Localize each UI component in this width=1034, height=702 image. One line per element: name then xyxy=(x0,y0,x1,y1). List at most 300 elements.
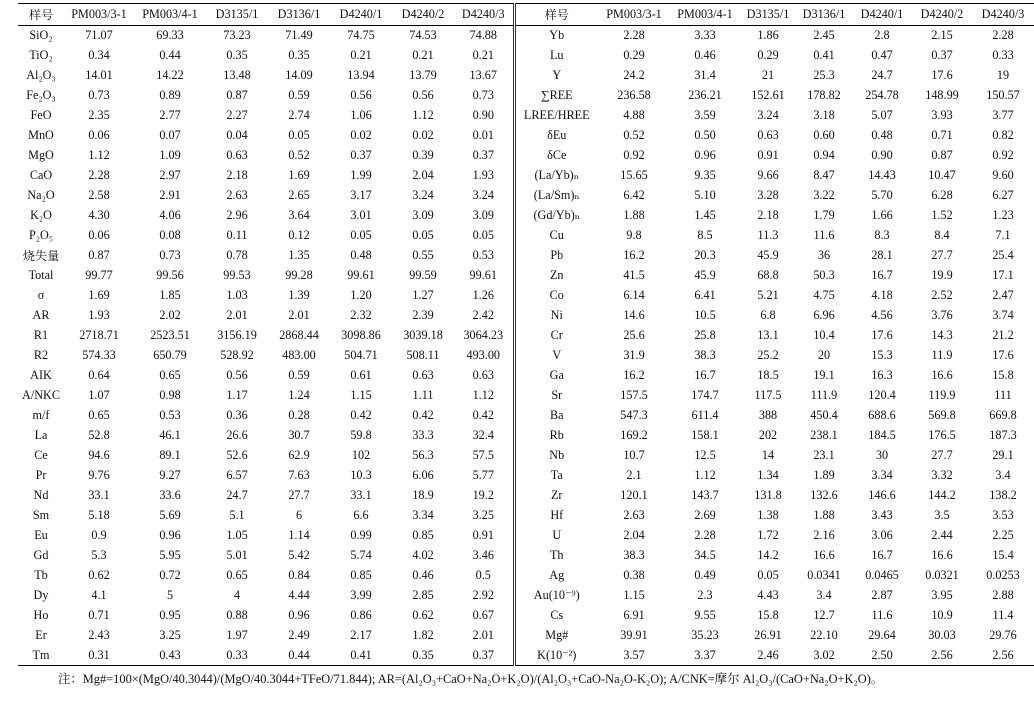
row-label: R1 xyxy=(33,328,49,342)
cell-value: 144.2 xyxy=(928,488,956,502)
row-label: Zr xyxy=(514,486,598,506)
cell-value: 0.36 xyxy=(226,408,248,422)
table-row xyxy=(18,506,1034,526)
cell-value: 21.2 xyxy=(992,328,1014,342)
cell-value: 74.75 xyxy=(347,28,375,43)
cell-value: 45.9 xyxy=(757,248,779,262)
cell-value: 31.9 xyxy=(623,348,645,362)
cell-value: 3.43 xyxy=(871,508,893,522)
cell-value: 6 xyxy=(295,508,303,522)
cell-value: 3.01 xyxy=(350,208,372,222)
table-row xyxy=(18,466,1034,486)
row-label: δEu xyxy=(514,126,598,146)
cell-value: 19 xyxy=(996,68,1010,82)
cell-value: 6.27 xyxy=(992,188,1014,202)
row-label: Ba xyxy=(514,406,598,426)
cell-value: 25.8 xyxy=(694,328,716,342)
cell-value: 0.59 xyxy=(288,88,310,102)
cell-value: 7.1 xyxy=(995,228,1011,242)
cell-value: 2.04 xyxy=(623,528,645,542)
header-label-column: 样号 xyxy=(18,4,64,26)
cell-value: 0.56 xyxy=(226,368,248,382)
cell-value: 236.21 xyxy=(688,88,722,102)
cell-value: 2.97 xyxy=(159,168,181,182)
cell-value: 25.4 xyxy=(992,248,1014,262)
cell-value: 0.91 xyxy=(472,528,494,542)
cell-value: 0.21 xyxy=(350,48,372,62)
cell-value: 27.7 xyxy=(288,488,310,502)
cell-value: 1.35 xyxy=(288,248,310,262)
cell-value: 69.33 xyxy=(156,28,184,43)
row-label: CaO xyxy=(29,168,53,182)
cell-value: 4.02 xyxy=(412,548,434,562)
cell-value: 16.7 xyxy=(871,548,893,562)
header-sample-3: D3135/1 xyxy=(740,4,796,26)
cell-value: 1.17 xyxy=(226,388,248,402)
cell-value: 3.64 xyxy=(288,208,310,222)
cell-value: 1.09 xyxy=(159,148,181,162)
table-footnote: 注：Mg#=100×(MgO/40.3044)/(MgO/40.3044+TFeO/71.844); AR=(Al₂O₃+CaO+Na₂O+K₂O)/(Al₂O₃+CaO-Na₂O-K₂O); A/CNK=摩尔 Al₂O₃/(CaO+Na₂O+K₂O)。 xyxy=(58,672,884,686)
cell-value: 0.42 xyxy=(472,408,494,422)
cell-value: 0.94 xyxy=(813,148,835,162)
cell-value: 102 xyxy=(351,448,371,462)
cell-value: 1.99 xyxy=(350,168,372,182)
cell-value: 0.53 xyxy=(159,408,181,422)
header-sample-2: PM003/4-1 xyxy=(670,4,740,26)
cell-value: 504.71 xyxy=(344,348,378,362)
cell-value: 236.58 xyxy=(617,88,651,102)
cell-value: 16.7 xyxy=(871,268,893,282)
cell-value: 4.43 xyxy=(757,588,779,602)
cell-value: 46.1 xyxy=(159,428,181,442)
cell-value: 7.63 xyxy=(288,468,310,482)
cell-value: 14.6 xyxy=(623,308,645,322)
cell-value: 4.30 xyxy=(88,208,110,222)
cell-value: 2.50 xyxy=(852,646,912,666)
row-label: Sr xyxy=(514,386,598,406)
cell-value: 3.77 xyxy=(992,108,1014,122)
row-label: Eu xyxy=(34,528,48,542)
cell-value: 1.38 xyxy=(757,508,779,522)
cell-value: 24.2 xyxy=(623,68,645,82)
cell-value: 0.02 xyxy=(350,128,372,142)
row-label: Tm xyxy=(18,646,64,666)
data-table xyxy=(18,3,1034,666)
cell-value: 3.24 xyxy=(412,188,434,202)
cell-value: 688.6 xyxy=(868,408,896,422)
cell-value: 0.06 xyxy=(88,128,110,142)
cell-value: 9.27 xyxy=(159,468,181,482)
cell-value: 2.18 xyxy=(226,168,248,182)
cell-value: 152.61 xyxy=(751,88,785,102)
header-sample-3: D3135/1 xyxy=(206,4,268,26)
cell-value: 0.05 xyxy=(288,128,310,142)
cell-value: 4.44 xyxy=(288,588,310,602)
cell-value: 13.79 xyxy=(409,68,437,82)
cell-value: 1.79 xyxy=(813,208,835,222)
cell-value: 0.21 xyxy=(472,48,494,62)
cell-value: 1.69 xyxy=(88,288,110,302)
cell-value: 27.7 xyxy=(931,448,953,462)
cell-value: 0.65 xyxy=(88,408,110,422)
cell-value: 4.1 xyxy=(91,588,107,602)
cell-value: 119.9 xyxy=(928,388,956,402)
cell-value: 1.26 xyxy=(472,288,494,302)
cell-value: 6.6 xyxy=(353,508,369,522)
header-row xyxy=(18,4,1034,26)
cell-value: 0.82 xyxy=(992,128,1014,142)
cell-value: 9.35 xyxy=(694,168,716,182)
table-row xyxy=(18,386,1034,406)
cell-value: 10.4 xyxy=(813,328,835,342)
cell-value: 138.2 xyxy=(989,488,1017,502)
cell-value: 0.02 xyxy=(412,128,434,142)
cell-value: 2.15 xyxy=(931,28,953,43)
cell-value: 33.6 xyxy=(159,488,181,502)
cell-value: 132.6 xyxy=(810,488,838,502)
cell-value: 0.05 xyxy=(757,568,779,582)
cell-value: 0.89 xyxy=(159,88,181,102)
row-label: Pr xyxy=(35,468,47,482)
cell-value: 2.44 xyxy=(931,528,953,542)
row-label: Cu xyxy=(514,226,598,246)
cell-value: 38.3 xyxy=(623,548,645,562)
header-sample-6: D4240/2 xyxy=(392,4,454,26)
cell-value: 388 xyxy=(758,408,778,422)
row-label: Yb xyxy=(514,26,598,46)
cell-value: 3.99 xyxy=(350,588,372,602)
cell-value: 5.42 xyxy=(288,548,310,562)
cell-value: 0.35 xyxy=(392,646,454,666)
cell-value: 15.8 xyxy=(757,608,779,622)
row-label: Ho xyxy=(33,608,49,622)
cell-value: 14.2 xyxy=(757,548,779,562)
row-label: TiO₂ xyxy=(29,48,53,62)
row-label: A/NKC xyxy=(22,388,60,402)
row-label: Au(10⁻⁹) xyxy=(514,586,598,606)
cell-value: 0.95 xyxy=(159,608,181,622)
cell-value: 1.39 xyxy=(288,288,310,302)
cell-value: 0.56 xyxy=(350,88,372,102)
cell-value: 0.87 xyxy=(226,88,248,102)
cell-value: 28.1 xyxy=(871,248,893,262)
header-sample-7: D4240/3 xyxy=(454,4,514,26)
row-label: Co xyxy=(514,286,598,306)
cell-value: 4.56 xyxy=(871,308,893,322)
row-label: Zn xyxy=(514,266,598,286)
cell-value: 24.7 xyxy=(871,68,893,82)
cell-value: 0.92 xyxy=(992,148,1014,162)
cell-value: 2.92 xyxy=(472,588,494,602)
cell-value: 31.4 xyxy=(694,68,716,82)
cell-value: 158.1 xyxy=(691,428,719,442)
cell-value: 1.85 xyxy=(159,288,181,302)
cell-value: 9.8 xyxy=(626,228,642,242)
cell-value: 2.18 xyxy=(757,208,779,222)
cell-value: 4.88 xyxy=(623,108,645,122)
cell-value: 0.92 xyxy=(623,148,645,162)
cell-value: 0.49 xyxy=(694,568,716,582)
cell-value: 1.12 xyxy=(412,108,434,122)
row-label: Ga xyxy=(514,366,598,386)
cell-value: 0.55 xyxy=(412,248,434,262)
cell-value: 5.07 xyxy=(871,108,893,122)
cell-value: 2.25 xyxy=(992,528,1014,542)
cell-value: 111.9 xyxy=(810,388,838,402)
cell-value: 0.78 xyxy=(226,248,248,262)
table-row xyxy=(18,286,1034,306)
cell-value: 39.91 xyxy=(620,628,648,642)
cell-value: 30.7 xyxy=(288,428,310,442)
cell-value: 493.00 xyxy=(466,348,500,362)
cell-value: 11.6 xyxy=(871,608,893,622)
cell-value: 0.33 xyxy=(992,48,1014,62)
cell-value: 0.05 xyxy=(472,228,494,242)
cell-value: 0.90 xyxy=(472,108,494,122)
cell-value: 3.32 xyxy=(931,468,953,482)
cell-value: 0.65 xyxy=(159,368,181,382)
cell-value: 52.8 xyxy=(88,428,110,442)
cell-value: 4.75 xyxy=(813,288,835,302)
cell-value: 0.67 xyxy=(472,608,494,622)
row-label: Cr xyxy=(514,326,598,346)
header-sample-1: PM003/3-1 xyxy=(598,4,670,26)
cell-value: 2.39 xyxy=(412,308,434,322)
cell-value: 29.76 xyxy=(989,628,1017,642)
cell-value: 33.1 xyxy=(350,488,372,502)
cell-value: 2.69 xyxy=(694,508,716,522)
cell-value: 9.60 xyxy=(992,168,1014,182)
cell-value: 131.8 xyxy=(754,488,782,502)
cell-value: 0.37 xyxy=(454,646,514,666)
table-row xyxy=(18,446,1034,466)
cell-value: 17.1 xyxy=(992,268,1014,282)
row-label: FeO xyxy=(30,108,52,122)
cell-value: 10.47 xyxy=(928,168,956,182)
cell-value: 0.29 xyxy=(623,48,645,62)
cell-value: 2.8 xyxy=(874,28,890,43)
row-label: Lu xyxy=(514,46,598,66)
cell-value: 2718.71 xyxy=(79,328,119,342)
cell-value: 0.0341 xyxy=(807,568,841,582)
cell-value: 15.8 xyxy=(992,368,1014,382)
cell-value: 16.7 xyxy=(694,368,716,382)
cell-value: 14.01 xyxy=(85,68,113,82)
cell-value: 5.01 xyxy=(226,548,248,562)
cell-value: 11.9 xyxy=(931,348,953,362)
cell-value: 99.77 xyxy=(85,268,113,282)
cell-value: 89.1 xyxy=(159,448,181,462)
cell-value: 15.4 xyxy=(992,548,1014,562)
row-label: 烧失量 xyxy=(22,249,60,263)
cell-value: 10.7 xyxy=(623,448,645,462)
cell-value: 19.9 xyxy=(931,268,953,282)
cell-value: 0.50 xyxy=(694,128,716,142)
row-label: K₂O xyxy=(30,208,52,222)
cell-value: 1.86 xyxy=(757,28,779,43)
cell-value: 0.05 xyxy=(350,228,372,242)
cell-value: 1.07 xyxy=(88,388,110,402)
cell-value: 0.98 xyxy=(159,388,181,402)
cell-value: 4.18 xyxy=(871,288,893,302)
row-label: Tb xyxy=(34,568,48,582)
cell-value: 184.5 xyxy=(868,428,896,442)
cell-value: 120.1 xyxy=(620,488,648,502)
row-label: Hf xyxy=(514,506,598,526)
cell-value: 3039.18 xyxy=(403,328,443,342)
cell-value: 0.63 xyxy=(472,368,494,382)
table-row xyxy=(18,326,1034,346)
cell-value: 0.0465 xyxy=(865,568,899,582)
cell-value: 19.2 xyxy=(472,488,494,502)
cell-value: 0.73 xyxy=(88,88,110,102)
row-label: K(10⁻²) xyxy=(514,646,598,666)
cell-value: 3.4 xyxy=(995,468,1011,482)
cell-value: 16.6 xyxy=(931,368,953,382)
cell-value: 1.97 xyxy=(226,628,248,642)
cell-value: 1.03 xyxy=(226,288,248,302)
cell-value: 169.2 xyxy=(620,428,648,442)
cell-value: 15.65 xyxy=(620,168,648,182)
row-label: Er xyxy=(35,628,47,642)
cell-value: 528.92 xyxy=(220,348,254,362)
row-label: MgO xyxy=(28,148,54,162)
cell-value: 650.79 xyxy=(153,348,187,362)
cell-value: 57.5 xyxy=(472,448,494,462)
cell-value: 30 xyxy=(875,448,889,462)
cell-value: 29.64 xyxy=(868,628,896,642)
geochemistry-table xyxy=(18,3,1025,666)
cell-value: 10.5 xyxy=(694,308,716,322)
cell-value: 56.3 xyxy=(412,448,434,462)
cell-value: 0.31 xyxy=(64,646,134,666)
cell-value: 1.34 xyxy=(757,468,779,482)
cell-value: 0.05 xyxy=(412,228,434,242)
row-label: Na₂O xyxy=(27,188,55,202)
cell-value: 254.78 xyxy=(865,88,899,102)
cell-value: 6.28 xyxy=(931,188,953,202)
cell-value: 2.63 xyxy=(226,188,248,202)
cell-value: 8.3 xyxy=(874,228,890,242)
row-label: P₂O₅ xyxy=(28,228,54,242)
cell-value: 12.5 xyxy=(694,448,716,462)
cell-value: 99.59 xyxy=(409,268,437,282)
table-row xyxy=(18,146,1034,166)
cell-value: 0.65 xyxy=(226,568,248,582)
table-row xyxy=(18,106,1034,126)
cell-value: 29.1 xyxy=(992,448,1014,462)
row-label: Ni xyxy=(514,306,598,326)
cell-value: 5.1 xyxy=(229,508,245,522)
row-label: Nd xyxy=(33,488,49,502)
cell-value: 0.46 xyxy=(412,568,434,582)
cell-value: 41.5 xyxy=(623,268,645,282)
row-label: Ce xyxy=(34,448,48,462)
cell-value: 38.3 xyxy=(694,348,716,362)
cell-value: 3.06 xyxy=(871,528,893,542)
cell-value: 9.66 xyxy=(757,168,779,182)
cell-value: 0.71 xyxy=(88,608,110,622)
cell-value: 8.5 xyxy=(697,228,713,242)
cell-value: 2868.44 xyxy=(279,328,319,342)
cell-value: 18.5 xyxy=(757,368,779,382)
cell-value: 3.53 xyxy=(992,508,1014,522)
cell-value: 0.60 xyxy=(813,128,835,142)
row-label: Ag xyxy=(514,566,598,586)
row-label: SiO₂ xyxy=(29,28,53,43)
cell-value: 508.11 xyxy=(406,348,440,362)
cell-value: 2.1 xyxy=(626,468,642,482)
cell-value: 13.67 xyxy=(469,68,497,82)
cell-value: 26.91 xyxy=(754,628,782,642)
cell-value: 0.48 xyxy=(871,128,893,142)
table-row xyxy=(18,526,1034,546)
cell-value: 17.6 xyxy=(871,328,893,342)
cell-value: 25.2 xyxy=(757,348,779,362)
cell-value: 14 xyxy=(761,448,775,462)
cell-value: 1.14 xyxy=(288,528,310,542)
cell-value: 150.57 xyxy=(986,88,1020,102)
cell-value: 3.02 xyxy=(796,646,852,666)
table-row xyxy=(18,26,1034,46)
cell-value: 45.9 xyxy=(694,268,716,282)
row-label: Al₂O₃ xyxy=(26,68,56,82)
cell-value: 174.7 xyxy=(691,388,719,402)
header-label-column: 样号 xyxy=(514,4,598,26)
cell-value: 3.76 xyxy=(931,308,953,322)
cell-value: 0.88 xyxy=(226,608,248,622)
cell-value: 669.8 xyxy=(989,408,1017,422)
row-label: Fe₂O₃ xyxy=(26,88,56,102)
cell-value: 0.28 xyxy=(288,408,310,422)
table-row xyxy=(18,66,1034,86)
cell-value: 2.91 xyxy=(159,188,181,202)
cell-value: 0.44 xyxy=(268,646,330,666)
cell-value: 2.28 xyxy=(992,28,1014,43)
cell-value: 1.12 xyxy=(694,468,716,482)
cell-value: 0.91 xyxy=(757,148,779,162)
cell-value: 0.0321 xyxy=(925,568,959,582)
cell-value: 2.87 xyxy=(871,588,893,602)
cell-value: 1.20 xyxy=(350,288,372,302)
cell-value: 25.3 xyxy=(813,68,835,82)
cell-value: 1.82 xyxy=(412,628,434,642)
cell-value: 2.52 xyxy=(931,288,953,302)
table-row xyxy=(18,566,1034,586)
cell-value: 11.6 xyxy=(813,228,835,242)
cell-value: 117.5 xyxy=(754,388,782,402)
row-label: (La/Sm)ₙ xyxy=(514,186,598,206)
cell-value: 146.6 xyxy=(868,488,896,502)
cell-value: 0.07 xyxy=(159,128,181,142)
cell-value: 0.71 xyxy=(931,128,953,142)
cell-value: 0.87 xyxy=(88,248,110,262)
header-sample-6: D4240/2 xyxy=(912,4,972,26)
cell-value: 6.42 xyxy=(623,188,645,202)
cell-value: 0.37 xyxy=(350,148,372,162)
cell-value: 3.24 xyxy=(757,108,779,122)
row-label: AR xyxy=(32,308,50,322)
cell-value: 0.0253 xyxy=(986,568,1020,582)
row-label: σ xyxy=(37,288,45,302)
cell-value: 5.21 xyxy=(757,288,779,302)
cell-value: 157.5 xyxy=(620,388,648,402)
cell-value: 14.43 xyxy=(868,168,896,182)
table-body xyxy=(18,26,1034,666)
cell-value: 2.88 xyxy=(992,588,1014,602)
cell-value: 0.04 xyxy=(226,128,248,142)
cell-value: 10.9 xyxy=(931,608,953,622)
